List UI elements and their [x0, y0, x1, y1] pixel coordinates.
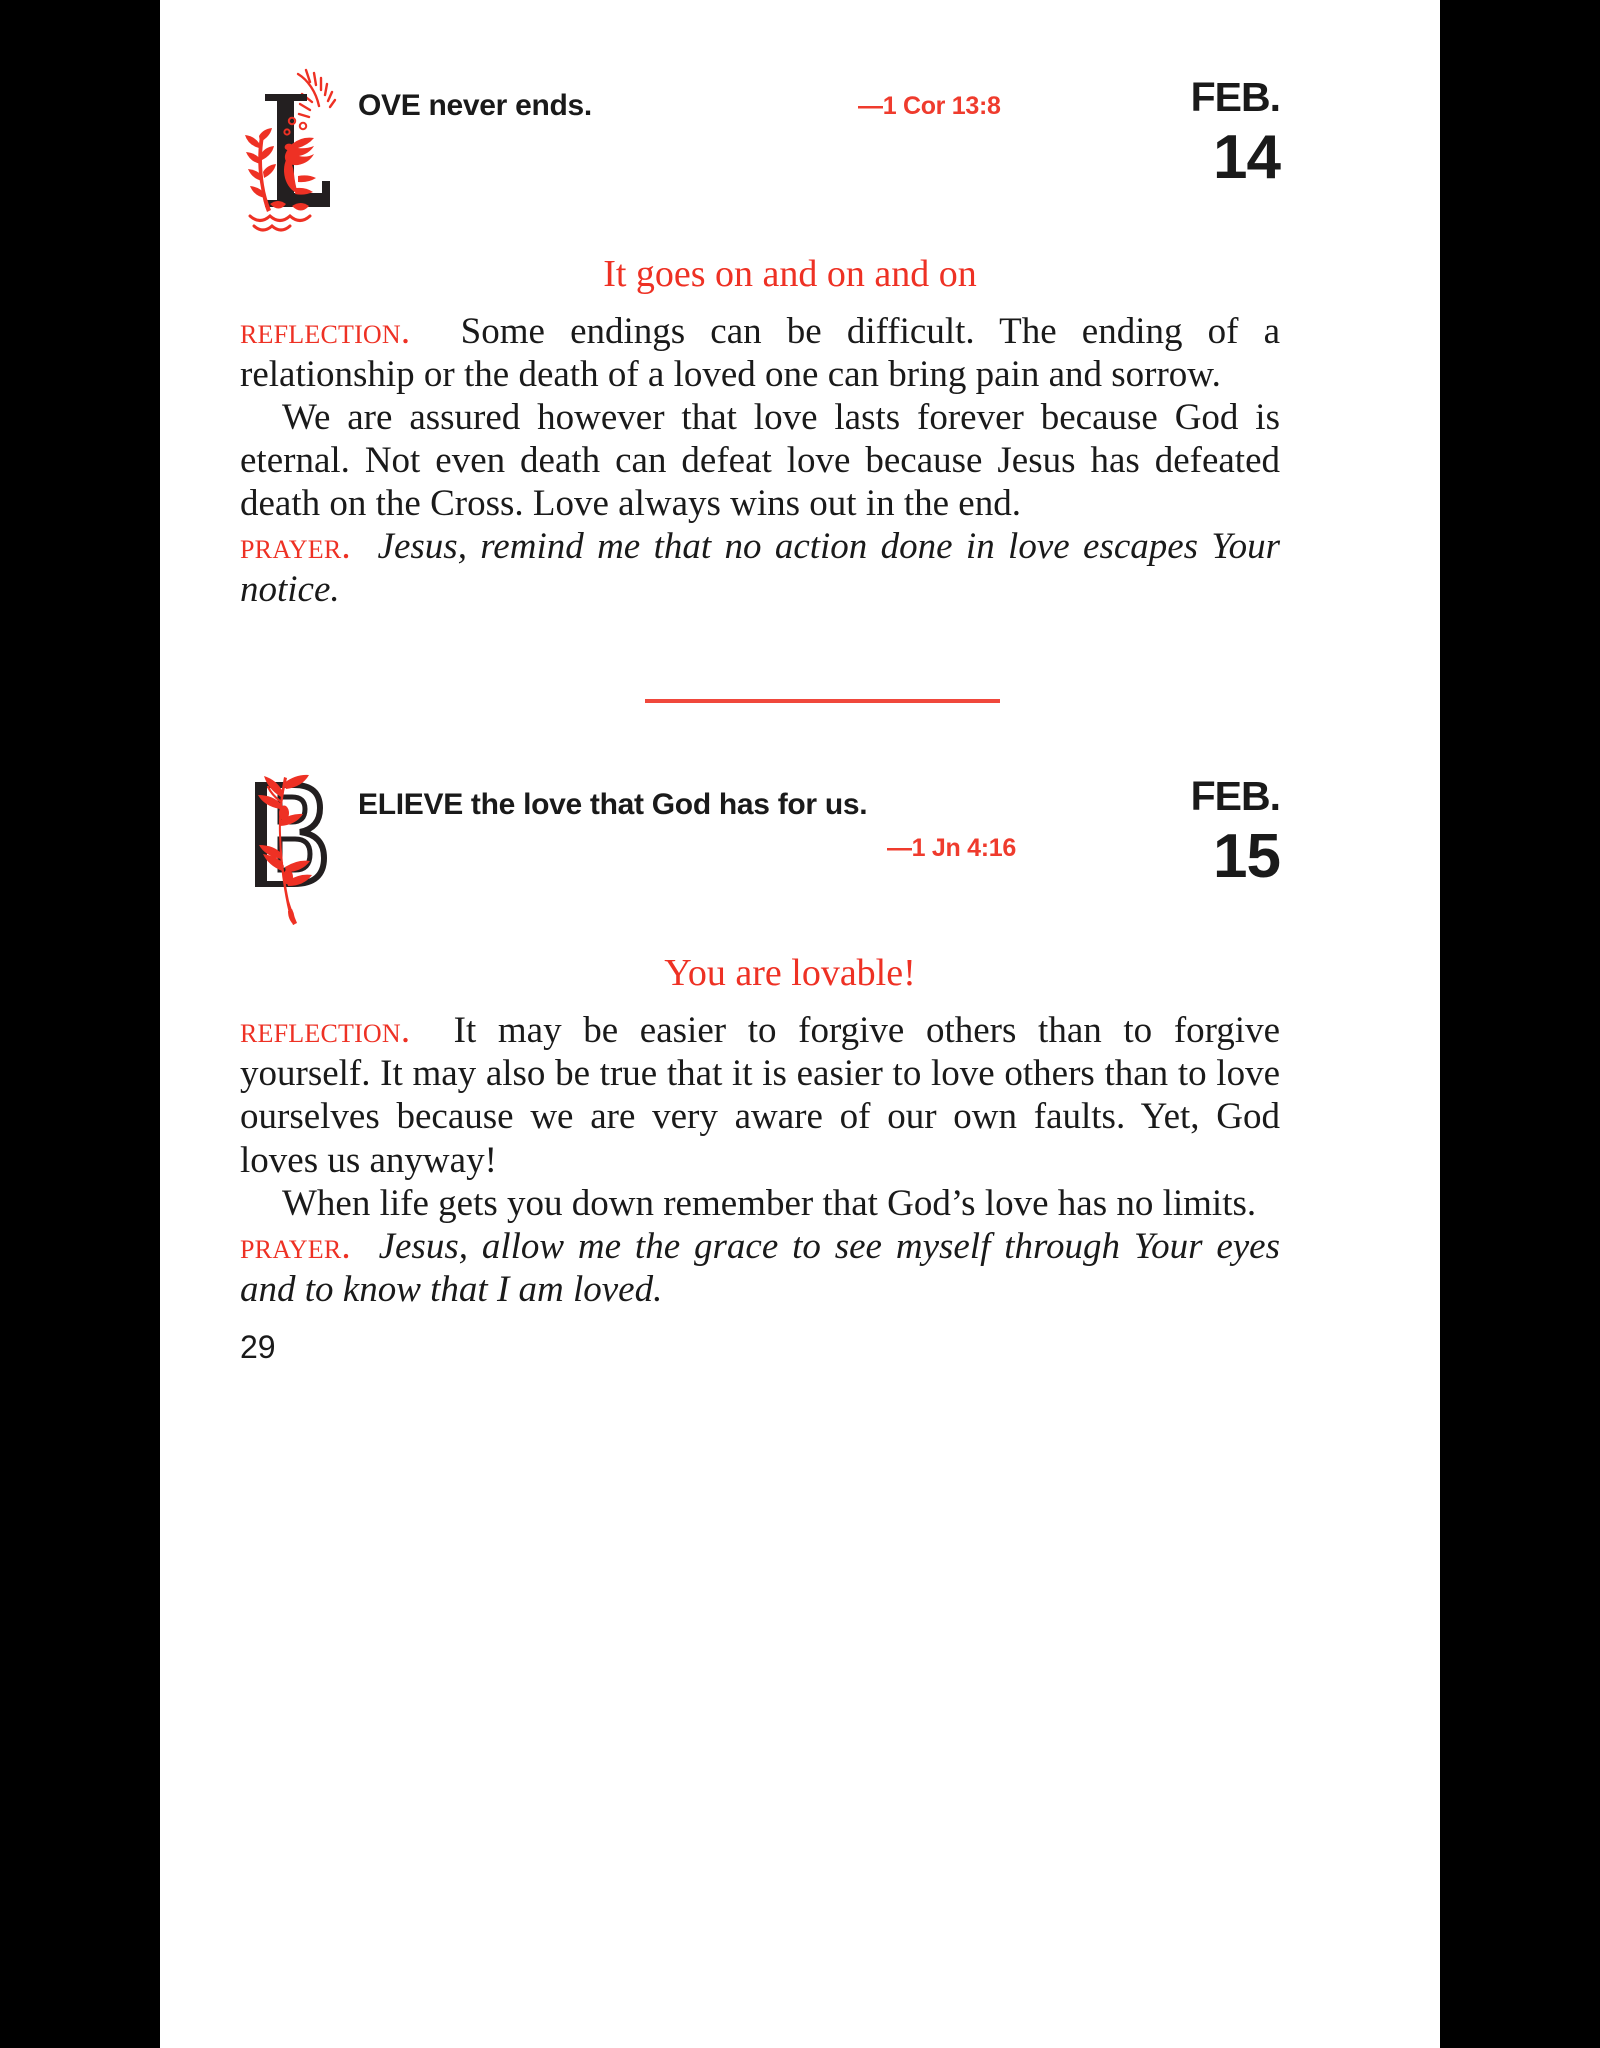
devotion-theme: It goes on and on and on [603, 253, 977, 295]
illuminated-letter-l-dove-icon [240, 64, 348, 244]
verse-text: OVE never ends. [358, 89, 592, 122]
prayer-text: Jesus, allow me the grace to see myself through Your eyes and to know that I am loved. [240, 1225, 1281, 1310]
date-month: FEB. [1190, 74, 1280, 120]
prayer-text: Jesus, remind me that no action done in love escapes Your notice. [240, 526, 1281, 611]
devotion-body [240, 1009, 1280, 1311]
prayer-paragraph [240, 1225, 1280, 1311]
reflection-text: It may be easier to forgive others than to forgive yourself. It may also be true that it is easier to love others than to love ourselves because we are very aware of our own faults. Yet, God loves us anyway! [240, 1010, 1280, 1181]
date-block [1120, 773, 1280, 892]
verse-text: ELIEVE the love that God has for us. [358, 788, 868, 822]
date-day: 14 [1213, 122, 1280, 192]
prayer-label: prayer. [240, 1225, 351, 1267]
page-number: 29 [240, 1328, 276, 1365]
prayer-paragraph [240, 525, 1280, 611]
reflection-paragraph: We are assured however that love lasts forever because God is eternal. Not even death can defeat love because Jesus has defeated death on the Cross. Love always wins out in the end. [240, 396, 1280, 525]
section-spacer [240, 733, 1360, 763]
devotion-body [240, 310, 1280, 612]
devotion-feb-14 [240, 64, 1280, 611]
devotion-feb-15 [240, 763, 1280, 1365]
verse-block [358, 789, 1028, 863]
verse-block [358, 90, 1028, 122]
reflection-paragraph [240, 310, 1280, 396]
verse-reference: —1 Cor 13:8 [858, 92, 1001, 120]
verse-reference: —1 Jn 4:16 [886, 833, 1016, 862]
page-content [240, 0, 1360, 2048]
date-day: 15 [1213, 822, 1280, 892]
devotion-header [240, 64, 1280, 254]
section-spacer [240, 611, 1360, 675]
date-month: FEB. [1190, 773, 1280, 820]
illuminated-letter-b-vine-icon [240, 763, 348, 943]
section-divider [645, 699, 1000, 703]
reflection-label: reflection. [240, 1010, 411, 1052]
prayer-label: prayer. [240, 526, 351, 568]
section-divider-wrap [240, 675, 1360, 733]
devotion-theme: You are lovable! [664, 952, 916, 995]
reflection-label: reflection. [240, 310, 411, 352]
page-sheet [160, 0, 1440, 2048]
devotion-header [240, 763, 1280, 953]
reflection-text: Some endings can be difficult. The ending of a relationship or the death of a loved one can bring pain and sorrow. [240, 310, 1281, 395]
top-spacer [240, 0, 1360, 64]
reflection-paragraph: When life gets you down remember that God’s love has no limits. [282, 1182, 1257, 1224]
reflection-paragraph [240, 1009, 1280, 1181]
date-block [1120, 74, 1280, 192]
